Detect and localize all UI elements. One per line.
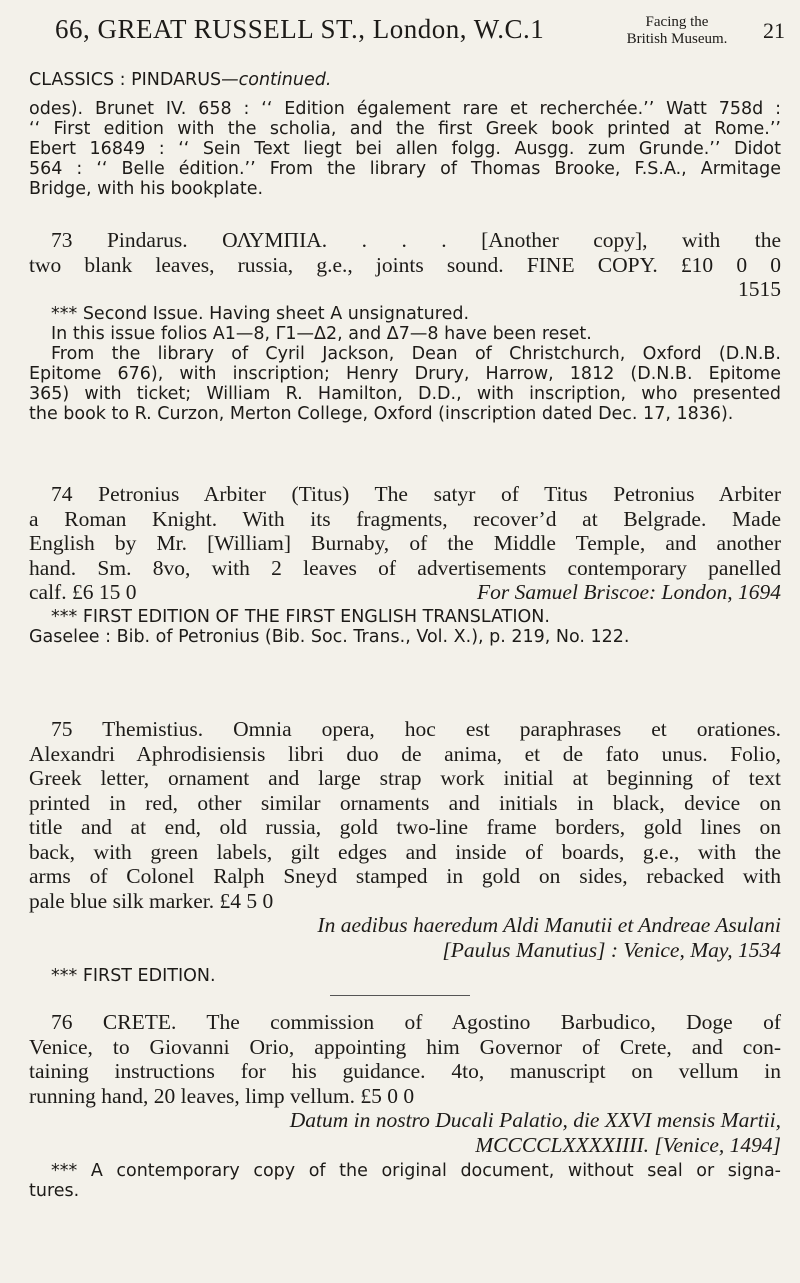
entry-73-note: Epitome 676), with inscription; Henry Drury, Harrow, 1812 (D.N.B. Epitome: [29, 363, 781, 384]
entry-73-line: two blank leaves, russia, g.e., joints sound. FINE COPY. £10 0 0: [29, 252, 781, 277]
entry-72-line: ‘‘ First edition with the scholia, and the first Greek book printed at Rome.’’: [29, 119, 781, 139]
entry-73-notes: [29, 304, 781, 424]
header-facing-line1: Facing the: [645, 14, 709, 30]
entry-74: [29, 482, 781, 647]
entry-74-imprint: For Samuel Briscoe: London, 1694: [477, 580, 781, 604]
entry-72-line: Bridge, with his bookplate.: [29, 179, 264, 199]
entry-75-note: *** FIRST EDITION.: [51, 966, 216, 986]
entry-72-line: Ebert 16849 : ‘‘ Sein Text liegt bei allen folgg. Ausgg. zum Grunde.’’ Didot: [29, 139, 781, 159]
entry-72-line: odes). Brunet IV. 658 : ‘‘ Edition également rare et recherchée.’’ Watt 758d :: [29, 99, 781, 119]
header-facing-note: [617, 14, 737, 48]
entry-73: [29, 228, 781, 424]
entry-73-note: From the library of Cyril Jackson, Dean of Christchurch, Oxford (D.N.B.: [51, 343, 781, 364]
entry-74-line: hand. Sm. 8vo, with 2 leaves of advertisements contemporary panelled: [29, 555, 781, 580]
entry-74-note: Gaselee : Bib. of Petronius (Bib. Soc. Trans., Vol. X.), p. 219, No. 122.: [29, 626, 630, 647]
entry-75-line: back, with green labels, gilt edges and inside of boards, g.e., with the: [29, 839, 781, 864]
entry-75-imprint: [Paulus Manutius] : Venice, May, 1534: [442, 937, 781, 962]
entry-75-line: 75 Themistius. Omnia opera, hoc est paraphrases et orationes.: [51, 717, 781, 741]
section-heading-continued: continued.: [238, 70, 332, 90]
entry-73-note: *** Second Issue. Having sheet A unsignatured.: [51, 303, 470, 324]
entry-75-line: printed in red, other similar ornaments and initials in black, device on: [29, 790, 781, 815]
divider-rule: [330, 995, 470, 996]
page-number: 21: [763, 18, 785, 43]
entry-73-note: the book to R. Curzon, Merton College, Oxford (inscription dated Dec. 17, 1836).: [29, 403, 734, 424]
entry-74-line: English by Mr. [William] Burnaby, of the Middle Temple, and another: [29, 531, 781, 555]
entry-74-price: calf. £6 15 0: [29, 580, 137, 604]
entry-73-year: 1515: [738, 277, 781, 301]
header-facing-line2: British Museum.: [626, 31, 728, 47]
entry-72-continuation: [29, 99, 781, 199]
entry-73-line: 73 Pindarus. ΟΛΥΜΠΙΑ. . . . [Another copy], with the: [51, 228, 781, 252]
header-address: 66, GREAT RUSSELL ST., London, W.C.1: [55, 14, 545, 44]
entry-76-price: running hand, 20 leaves, limp vellum. £5 0 0: [29, 1083, 415, 1108]
entry-75-line: arms of Colonel Ralph Sneyd stamped in gold on sides, rebacked with: [29, 864, 781, 888]
entry-76-imprint: Datum in nostro Ducali Palatio, die XXVI mensis Martii,: [289, 1108, 781, 1132]
entry-76-line: taining instructions for his guidance. 4to, manuscript on vellum in: [29, 1059, 781, 1083]
entry-76-line: Venice, to Giovanni Orio, appointing him Governor of Crete, and con-: [29, 1034, 781, 1059]
entry-76-imprint: MCCCCLXXXXIIII. [Venice, 1494]: [475, 1132, 781, 1157]
entry-74-notes: [29, 607, 781, 647]
entry-75-line: Alexandri Aphrodisiensis libri duo de anima, et de fato unus. Folio,: [29, 741, 781, 766]
section-heading-title: PINDARUS—: [131, 70, 239, 90]
entry-73-note: 365) with ticket; William R. Hamilton, D.D., with inscription, who presented: [29, 383, 781, 404]
entry-76: [29, 1010, 781, 1201]
entry-76-note: tures.: [29, 1181, 80, 1201]
entry-75-line: title and at end, old russia, gold two-line frame borders, gold lines on: [29, 815, 781, 839]
section-heading-lead: CLASSICS :: [29, 70, 126, 90]
entry-72-line: 564 : ‘‘ Belle édition.’’ From the library of Thomas Brooke, F.S.A., Armitage: [29, 159, 781, 179]
entry-76-notes: [29, 1161, 781, 1201]
entry-74-line: a Roman Knight. With its fragments, recover’d at Belgrade. Made: [29, 506, 781, 531]
entry-75-line: Greek letter, ornament and large strap work initial at beginning of text: [29, 766, 781, 790]
entry-75-price: pale blue silk marker. £4 5 0: [29, 888, 274, 913]
entry-73-note: In this issue folios A1—8, Γ1—Δ2, and Δ7—8 have been reset.: [51, 323, 592, 344]
section-heading: [29, 70, 781, 90]
page-header: [55, 14, 785, 54]
entry-75-imprint: In aedibus haeredum Aldi Manutii et Andreae Asulani: [317, 913, 781, 937]
entry-74-note: *** FIRST EDITION OF THE FIRST ENGLISH TRANSLATION.: [51, 606, 550, 627]
entry-74-price-row: [29, 580, 781, 605]
entry-75: [29, 717, 781, 986]
entry-76-line: 76 CRETE. The commission of Agostino Barbudico, Doge of: [51, 1010, 781, 1034]
entry-74-line: 74 Petronius Arbiter (Titus) The satyr of Titus Petronius Arbiter: [51, 482, 781, 506]
entry-76-note: *** A contemporary copy of the original document, without seal or signa-: [51, 1161, 781, 1181]
